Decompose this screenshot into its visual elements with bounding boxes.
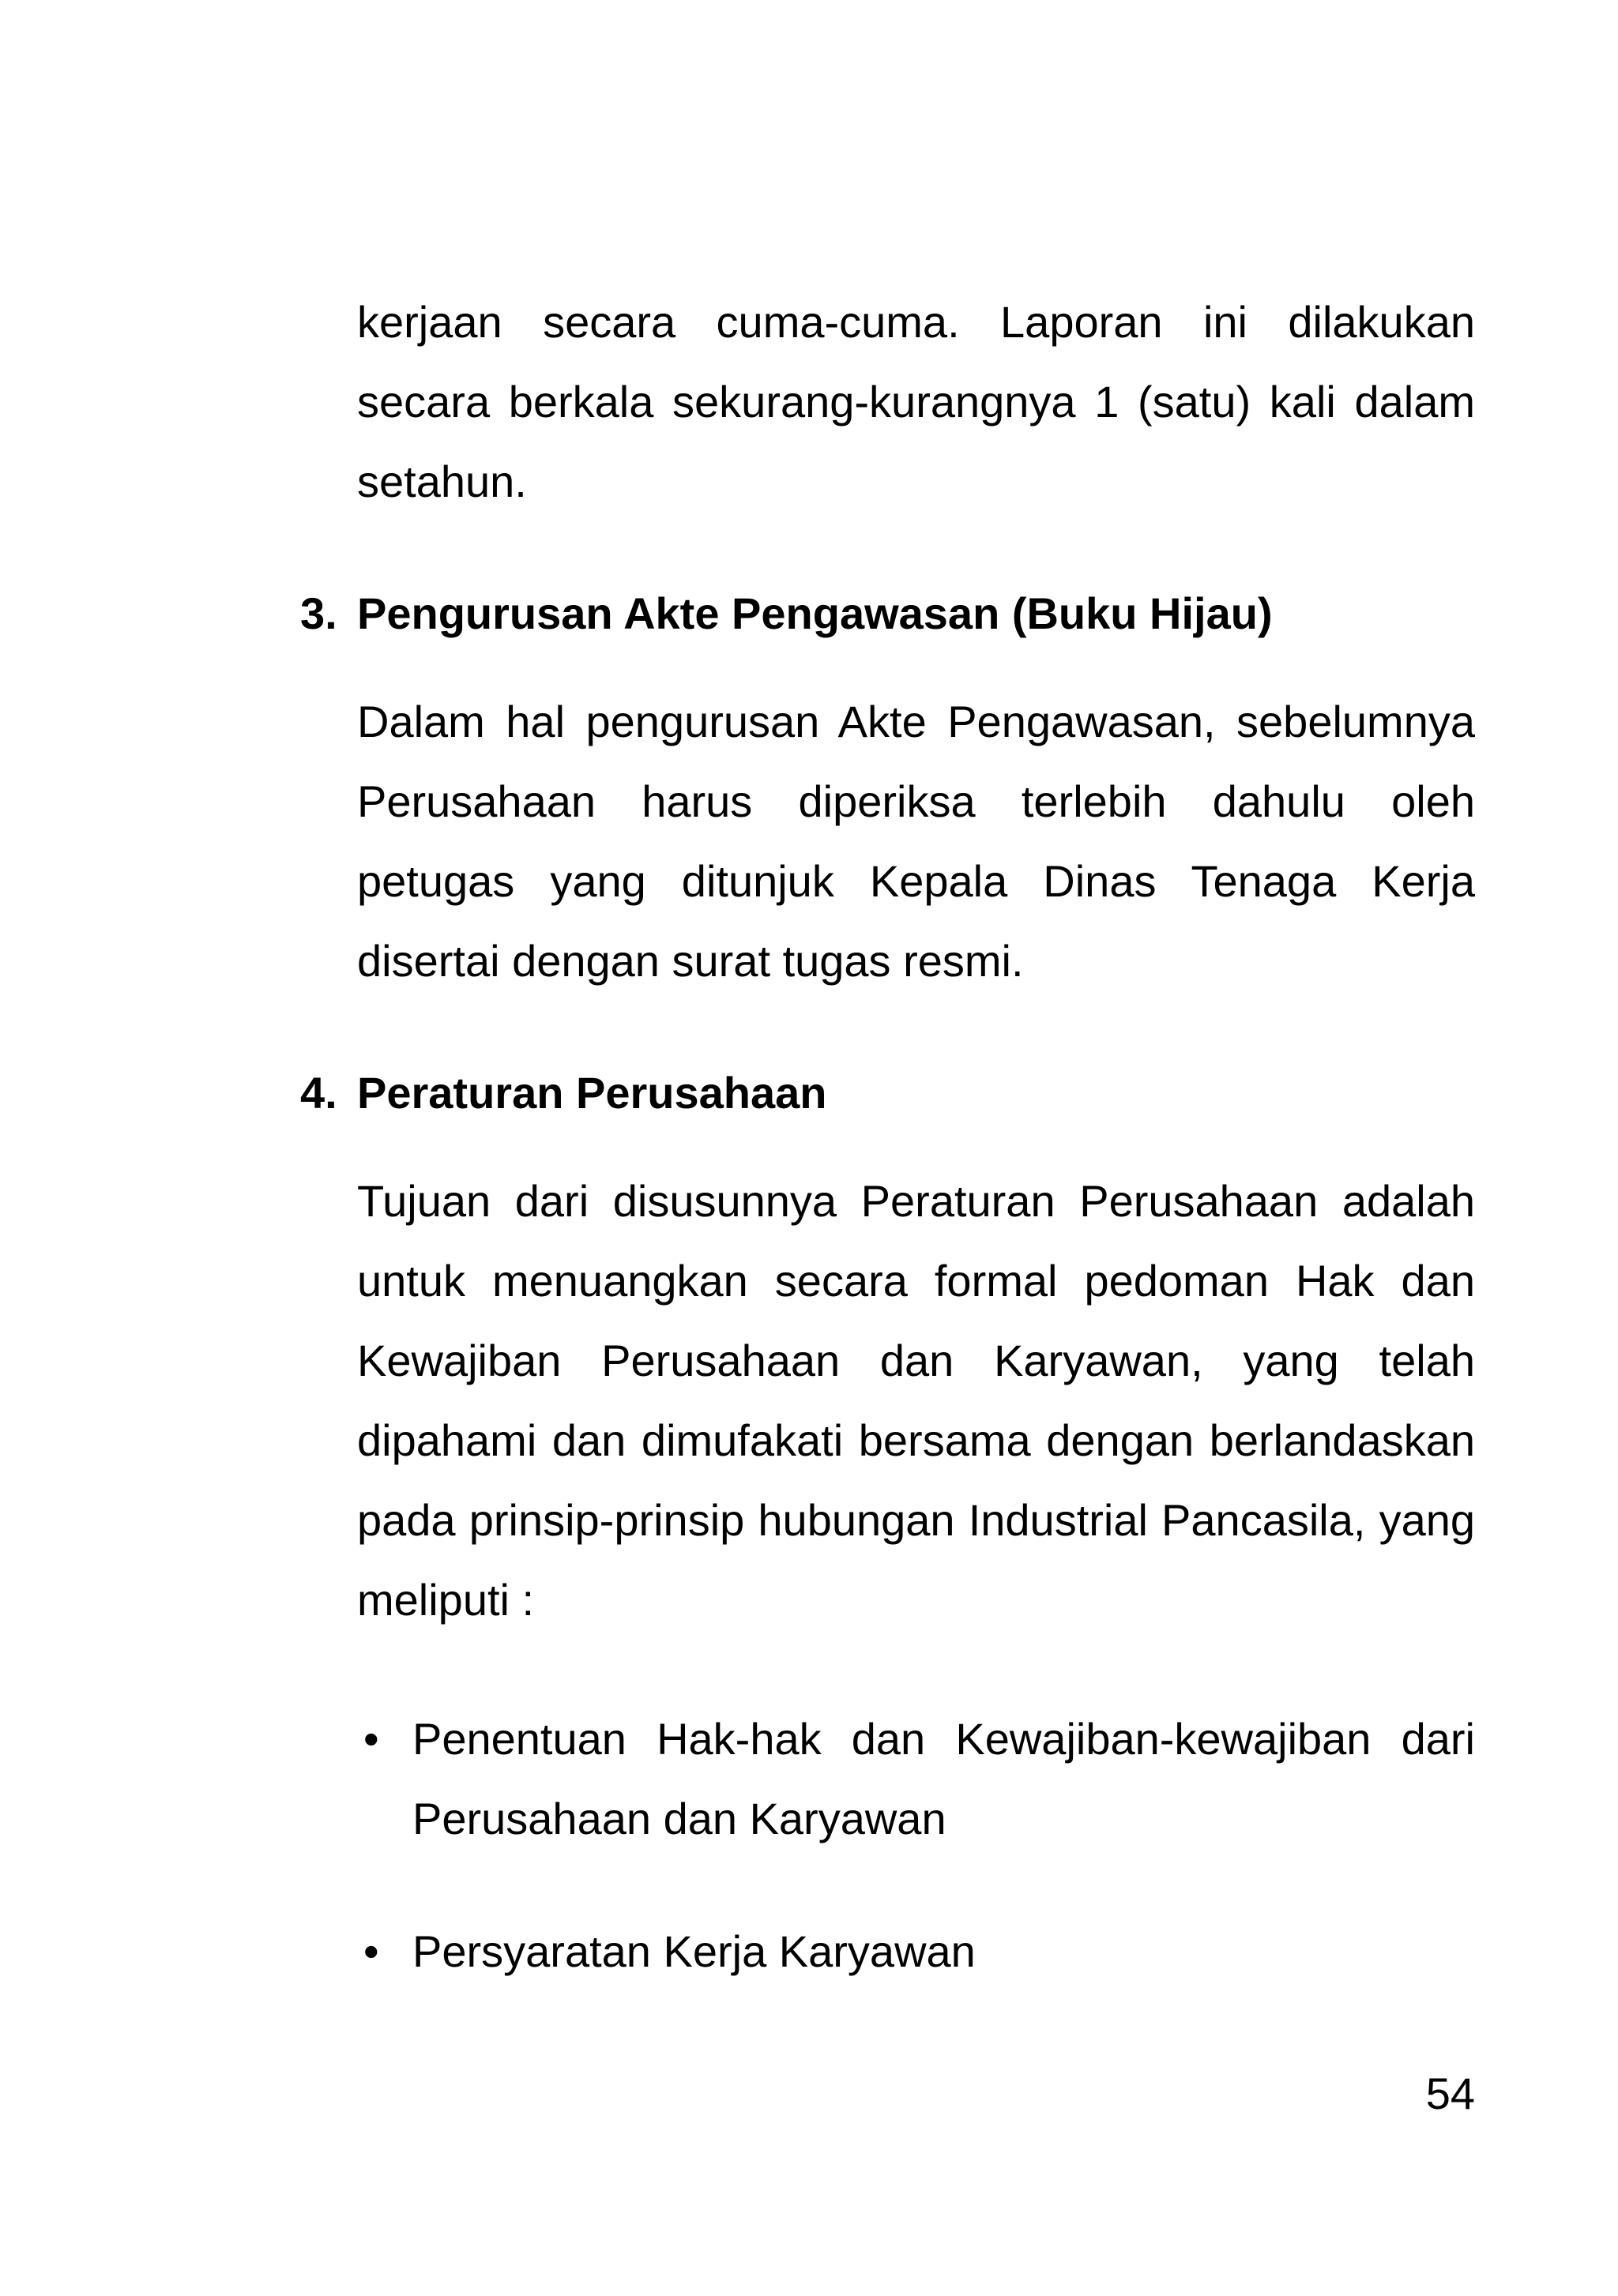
page-number: 54	[1425, 2069, 1475, 2118]
list-item	[357, 1699, 1475, 1858]
section-3-heading	[300, 586, 1475, 641]
section-4-number: 4.	[300, 1068, 337, 1118]
section-3-number: 3.	[300, 588, 337, 638]
section-3-title: Pengurusan Akte Pengawasan (Buku Hijau)	[357, 588, 1273, 638]
section-4-heading	[300, 1065, 1475, 1121]
section-3-paragraph: Dalam hal pengurusan Akte Pengawasan, sebelumnya Perusahaan harus diperiksa terlebih dahulu oleh petugas yang ditunjuk Kepala Dinas Tenaga Kerja disertai dengan surat tugas resmi.	[357, 697, 1475, 986]
bullet-icon: •	[363, 1714, 379, 1764]
list-item-text: Persyaratan Kerja Karyawan	[412, 1926, 976, 1976]
section-4-title: Peraturan Perusahaan	[357, 1068, 827, 1118]
bullet-icon: •	[363, 1926, 379, 1976]
section-4-paragraph: Tujuan dari disusunnya Peraturan Perusahaan adalah untuk menuangkan secara formal pedoman Hak dan Kewajiban Perusahaan dan Karyawan, yang telah dipahami dan dimufakati bersama dengan berlandaskan pada prinsip-prinsip hubungan Industrial Pancasila, yang meliputi :	[357, 1176, 1475, 1625]
continuation-paragraph: kerjaan secara cuma-cuma. Laporan ini dilakukan secara berkala sekurang-kurangnya 1 (satu) kali dalam setahun.	[357, 297, 1475, 506]
list-item	[357, 1911, 1475, 1991]
list-item-text: Penentuan Hak-hak dan Kewajiban-kewajiban dari Perusahaan dan Karyawan	[412, 1714, 1475, 1843]
